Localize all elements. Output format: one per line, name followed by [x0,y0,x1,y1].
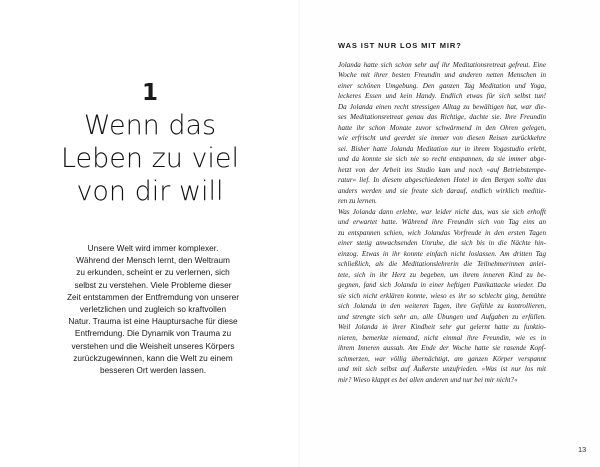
intro-line: zurückzugewinnen, kann die Welt zu einem [73,352,233,363]
intro-line: verletzlichen und zugleich so kraftvollen [79,304,227,315]
body-line: Woche mit ihrer besten Freundin und anderen netten Menschen in [338,71,546,80]
body-line: und mit sich selbst auf Äußerste unzufrieden. »Was ist nur los mit [338,365,546,374]
body-line: und erwartet hatte. Während ihre Freundin sich von Tag eins an [338,218,546,227]
body-line: tete, sich in ihr Herz zu begeben, um ihrem inneren Kind zu be- [338,270,546,279]
intro-line: zu erkunden, scheint er zu verlernen, sich [76,267,230,278]
intro-line: Natur. Trauma ist eine Hauptursache für diese [68,316,238,327]
body-line: anders werden und sie freute sich darauf, endlich wirklich meditie- [338,186,546,195]
chapter-number: 1 [141,80,158,106]
body-line: einzog. Etwas in ihr konnte einfach nicht loslassen. Am dritten Tag [338,249,546,258]
body-line: sich Jolanda in den weiteren Tagen, ihre Gefühle zu kontrollieren, [338,302,546,311]
body-line: ratur« lief. In diesem abgeschiedenen Hotel in den Bergen sollte das [338,176,546,185]
body-line: Was Jolanda dann erlebte, war leider nicht das, was sie sich erhofft [338,207,546,216]
body-line: hetzt von der Arbeit ins Studio kam und noch »auf Betriebstempe- [338,165,546,174]
chapter-intro [58,242,248,376]
body-line: nieren, bemerkte niemand, nicht einmal ihre Freundin, wie es in [338,333,546,342]
intro-line: Entfremdung. Die Dynamik von Trauma zu [74,328,232,339]
intro-line: besseren Ort werden lassen. [99,365,207,376]
body-line: schmerzen, war völlig übernächtigt, am ganzen Körper verspannt [338,354,546,363]
body-line: gegnen, fand sich Jolanda in einer heftigen Panikattacke wieder. Da [338,281,546,290]
intro-line: Während der Mensch lernt, den Weltraum [76,255,230,266]
intro-line: verstehen und die Weisheit unseres Körpers [71,340,235,351]
body-line: zu entspannen schien, wich Jolandas Vorfreude in den ersten Tagen [338,228,546,237]
body-line: mir? Wieso klappt es bei allen anderen und nur bei mir nicht?« [338,375,518,384]
body-line: und strengte sich sehr an, alle Übungen und Aufgaben zu erfüllen. [338,312,546,321]
body-line: wie erfrischt und geerdet sie immer von diesen Reisen zurückkehre [338,134,546,143]
body-line: sie sich nicht erklären konnte, wieso es ihr so schlecht ging, bemühte [338,291,546,300]
chapter-title-line: von dir will [76,176,224,207]
body-line: schließlich, als die Meditationslehrerin die Teilnehmerinnen anlei- [338,260,546,269]
body-line: einer stetig anwachsenden Unruhe, die sich bis in die Nächte hin- [338,239,546,248]
body-line: ihrem Inneren aussah. Am Ende der Woche hatte sie rasende Kopf- [338,344,546,353]
body-line: einer schönen Umgebung. Den ganzen Tag Meditation und Yoga, [338,81,546,90]
chapter-title-line: Wenn das [83,110,217,141]
section-heading: WAS IST NUR LOS MIT MIR? [338,41,462,50]
body-line: und da konnte sie sich nie so recht entspannen, da sie immer abge- [338,155,546,164]
body-line: Weil Jolanda in ihrer Kindheit sehr gut gelernt hatte zu funktio- [338,323,546,332]
body-line: ses Meditationsretreat genau das Richtige, dachte sie. Ihre Freundin [338,113,546,122]
chapter-title [20,109,280,208]
body-line: leckeres Essen und kein Handy. Endlich etwas für sich selbst tun! [338,92,546,101]
body-line: hatte ihr schon Monate zuvor schwärmend in den Ohren gelegen, [338,123,546,132]
chapter-title-line: Leben zu viel [60,143,240,174]
intro-line: Zeit entstammen der Entfremdung von unserer [66,291,239,302]
body-line: Jolanda hatte sich schon sehr auf ihr Meditationsretreat gefreut. Eine [338,61,546,69]
body-line: ren zu lernen. [338,197,377,206]
page-number: 13 [578,445,587,454]
intro-line: Unsere Welt wird immer komplexer. [87,243,219,253]
intro-line: selbst zu verstehen. Viele Probleme dieser [74,279,232,290]
body-line: sei. Bisher hatte Jolanda Meditation nur in ihrem Yogastudio erlebt, [338,144,546,153]
body-text [338,60,546,385]
body-line: Da Jolanda einen recht stressigen Alltag zu bewältigen hat, war die- [338,102,546,111]
